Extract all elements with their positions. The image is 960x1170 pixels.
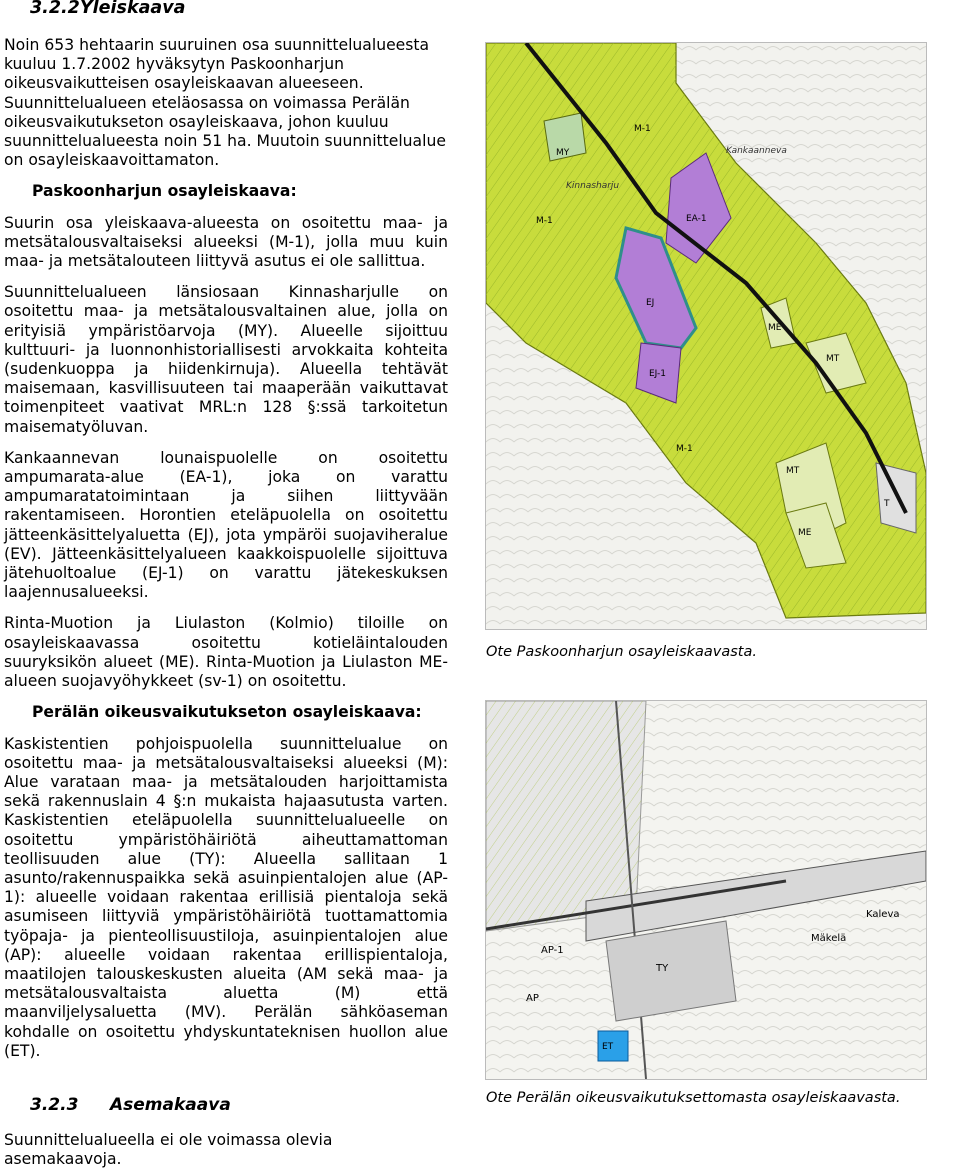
- label-ap1: AP-1: [541, 945, 564, 956]
- paskoon-heading: Paskoonharjun osayleiskaava:: [32, 182, 297, 201]
- label-my: MY: [556, 148, 570, 158]
- label-makela: Mäkelä: [811, 933, 847, 944]
- map1-caption: Ote Paskoonharjun osayleiskaavasta.: [486, 644, 757, 660]
- label-et: ET: [602, 1042, 614, 1052]
- perala-map-svg: [486, 701, 926, 1079]
- text-column: [4, 36, 448, 1073]
- asemakaava-text: Suunnittelualueella ei ole voimassa olevia asemakaavoja.: [4, 1131, 333, 1169]
- paskoon-paragraph-4: Rinta-Muotion ja Liulaston (Kolmio) tiloille on osayleiskaavassa osoitettu kotieläintalouden suuryksikön alueet (ME). Rinta-Muotion ja Liulaston ME-alueen suojavyöhykkeet (sv-1) on osoitettu.: [4, 614, 448, 691]
- perala-paragraph-1: Kaskistentien pohjoispuolella suunnittelualue on osoitettu maa- ja metsätalousvaltaiseksi alueeksi (M): Alue varataan maa- ja metsätalouden harjoittamista sekä rakennuslain 4 §:n mukaista hajaasutusta varten. Kaskistentien eteläpuolella suunnittelualueelle on osoitettu ympäristöhäiriötä aiheuttamattoman teollisuuden alue (TY): Alueella sallitaan 1 asunto/rakennuspaikka sekä asuinpientalojen alue (AP-1): alueelle voidaan rakentaa erillisiä pientaloja sekä asumiseen liittyviä ympäristöhäiriötä tuottamattomia työpaja- ja pienteollisuustiloja, asuinpientalojen alue (AP): alueelle voidaan rakentaa erillispientaloja, maatilojen talouskeskusten alueita (AM sekä maa- ja metsätalousvaltaista aluetta (M) että maanviljelysaluetta (MV). Perälän sähköaseman kohdalle on osoitettu yhdyskuntateknisen huollon alue (ET).: [4, 734, 448, 1060]
- place-kankaanneva: Kankaanneva: [726, 146, 787, 156]
- section-number: 3.2.2: [30, 0, 80, 18]
- label-ea1: EA-1: [686, 214, 707, 224]
- perala-heading: Perälän oikeusvaikutukseton osayleiskaava:: [32, 703, 422, 722]
- label-ap: AP: [526, 993, 539, 1004]
- label-me-north: ME: [768, 323, 782, 333]
- intro-paragraph: Noin 653 hehtaarin suuruinen osa suunnittelualueesta kuuluu 1.7.2002 hyväksytyn Paskoonharjun oikeusvaikutteisen osayleiskaavan alueeseen. Suunnittelualueen eteläosassa on voimassa Perälän oikeusvaikutukseton osayleiskaava, johon kuuluu suunnittelualueesta noin 51 ha. Muutoin suunnittelualue on osayleiskaavoittamaton.: [4, 36, 446, 170]
- label-ej1: EJ-1: [649, 369, 666, 379]
- perala-map: [485, 700, 927, 1080]
- section-title: Yleiskaava: [80, 0, 186, 18]
- label-t: T: [884, 499, 890, 509]
- label-kaleva: Kaleva: [866, 909, 900, 920]
- paskoon-paragraph-2: Suunnittelualueen länsiosaan Kinnasharjulle on osoitettu maa- ja metsätalousvaltainen alue, jolla on erityisiä ympäristöarvoja (MY). Alueelle sijoittuu kulttuuri- ja luonnonhistoriallisesti arvokkaita kohteita (sudenkuoppa ja hiidenkirnuja). Alueella tehtävät maisemaan, kasvillisuuteen tai maaperään vaikuttavat toimenpiteet vaativat MRL:n 128 §:ssä tarkoitetun maisematyöluvan.: [4, 283, 448, 436]
- label-mt-north: MT: [826, 354, 840, 364]
- label-me-south: ME: [798, 528, 812, 538]
- asemakaava-number: 3.2.3: [30, 1095, 79, 1115]
- paskoon-paragraph-1: Suurin osa yleiskaava-alueesta on osoitettu maa- ja metsätalousvaltaiseksi alueeksi (M-1), jolla muu kuin maa- ja metsätalouteen liittyvä asutus ei ole sallittua.: [4, 213, 448, 271]
- label-m1-a: M-1: [634, 124, 651, 134]
- asemakaava-heading: [30, 1095, 231, 1115]
- label-mt-south: MT: [786, 466, 800, 476]
- section-heading: [30, 0, 185, 18]
- label-ej: EJ: [646, 298, 655, 308]
- zone-t: [876, 463, 916, 533]
- asemakaava-title: Asemakaava: [110, 1095, 231, 1115]
- place-kinnasharju: Kinnasharju: [566, 181, 620, 191]
- paskoonharju-map-svg: [486, 43, 926, 629]
- paskoonharju-map: [485, 42, 927, 630]
- label-ty: TY: [656, 963, 669, 974]
- label-m1-b: M-1: [536, 216, 553, 226]
- label-m1-c: M-1: [676, 444, 693, 454]
- paskoon-paragraph-3: Kankaannevan lounaispuolelle on osoitettu ampumarata-alue (EA-1), joka on varattu ampumaratatoimintaan ja siihen liittyvään rakentamiseen. Horontien eteläpuolella on osoitettu jätteenkäsittelyaluetta (EJ), jota ympäröi suojaviheralue (EV). Jätteenkäsittelyalueen kaakkoispuolelle sijoittuva jätehuoltoalue (EJ-1) on varattu jätekeskuksen laajennusalueeksi.: [4, 448, 448, 602]
- map2-caption: Ote Perälän oikeusvaikutuksettomasta osayleiskaavasta.: [486, 1090, 901, 1106]
